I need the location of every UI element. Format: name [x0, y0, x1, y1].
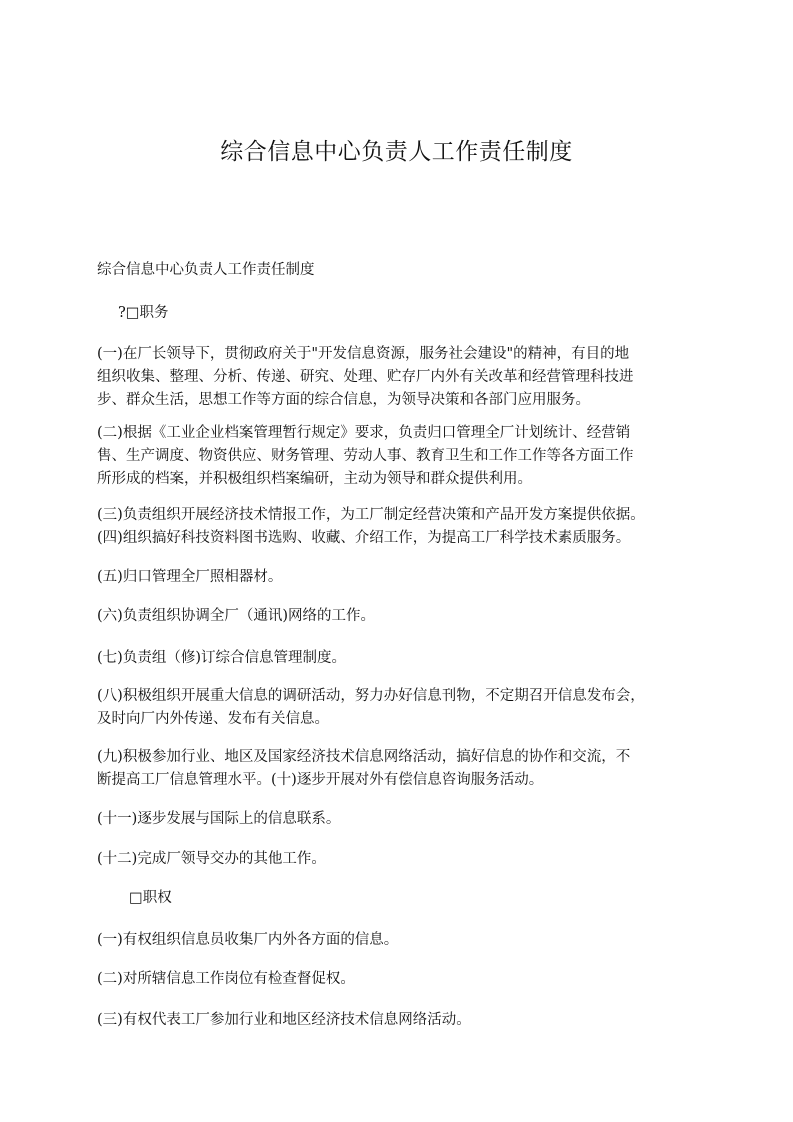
text-line: (九)积极参加行业、地区及国家经济技术信息网络活动，搞好信息的协作和交流，不: [97, 749, 631, 765]
text-line: 断提高工厂信息管理水平。(十)逐步开展对外有偿信息咨询服务活动。: [97, 772, 544, 788]
power-item-2: [97, 968, 717, 991]
text-line: (五)归口管理全厂照相器材。: [97, 569, 283, 585]
text-line: 及时向厂内外传递、发布有关信息。: [97, 711, 329, 727]
text-line: (四)组织搞好科技资料图书选购、收藏、介绍工作，为提高工厂科学技术素质服务。: [97, 530, 631, 546]
section-heading-duties: [118, 302, 738, 325]
text-line: 所形成的档案，并积极组织档案编研，主动为领导和群众提供利用。: [97, 471, 532, 487]
duty-item-11: [97, 808, 717, 831]
duty-item-1: [97, 343, 717, 412]
text-line: (三)负责组织开展经济技术情报工作，为工厂制定经营决策和产品开发方案提供依据。: [97, 507, 645, 523]
text-line: (一)在厂长领导下，贯彻政府关于"开发信息资源，服务社会建设"的精神，有目的地: [97, 346, 630, 362]
text-line: 组织收集、整理、分析、传递、研究、处理、贮存厂内外有关改革和经营管理科技进: [97, 369, 634, 385]
text-line: (七)负责组（修)订综合信息管理制度。: [97, 650, 346, 666]
text-line: (八)积极组织开展重大信息的调研活动，努力办好信息刊物，不定期召开信息发布会，: [97, 688, 645, 704]
power-item-3: [97, 1009, 717, 1032]
duty-item-5: [97, 566, 717, 589]
power-item-1: [97, 929, 717, 952]
text-line: (二)根据《工业企业档案管理暂行规定》要求，负责归口管理全厂计划统计、经营销: [97, 425, 631, 441]
subtitle-text: 综合信息中心负责人工作责任制度: [97, 262, 315, 278]
document-subtitle: [97, 259, 717, 282]
page-title: 综合信息中心负责人工作责任制度: [220, 139, 573, 165]
duty-item-3-4: [97, 504, 717, 550]
text-line: (六)负责组织协调全厂（通讯)网络的工作。: [97, 608, 375, 624]
text-line: (十一)逐步发展与国际上的信息联系。: [97, 811, 341, 827]
text-line: (二)对所辖信息工作岗位有检查督促权。: [97, 971, 355, 987]
text-line: (十二)完成厂领导交办的其他工作。: [97, 851, 326, 867]
text-line: 步、群众生活，思想工作等方面的综合信息，为领导决策和各部门应用服务。: [97, 392, 590, 408]
section-heading-text: □职权: [129, 890, 172, 906]
section-heading-text: ?□职务: [118, 305, 169, 321]
text-line: (一)有权组织信息员收集厂内外各方面的信息。: [97, 932, 399, 948]
section-heading-powers: [129, 887, 749, 910]
duty-item-7: [97, 647, 717, 670]
duty-item-8: [97, 685, 717, 731]
duty-item-2: [97, 422, 717, 491]
text-line: 售、生产调度、物资供应、财务管理、劳动人事、教育卫生和工作工作等各方面工作: [97, 448, 634, 464]
duty-item-12: [97, 848, 717, 871]
duty-item-9-10: [97, 746, 717, 792]
text-line: (三)有权代表工厂参加行业和地区经济技术信息网络活动。: [97, 1012, 471, 1028]
duty-item-6: [97, 605, 717, 628]
